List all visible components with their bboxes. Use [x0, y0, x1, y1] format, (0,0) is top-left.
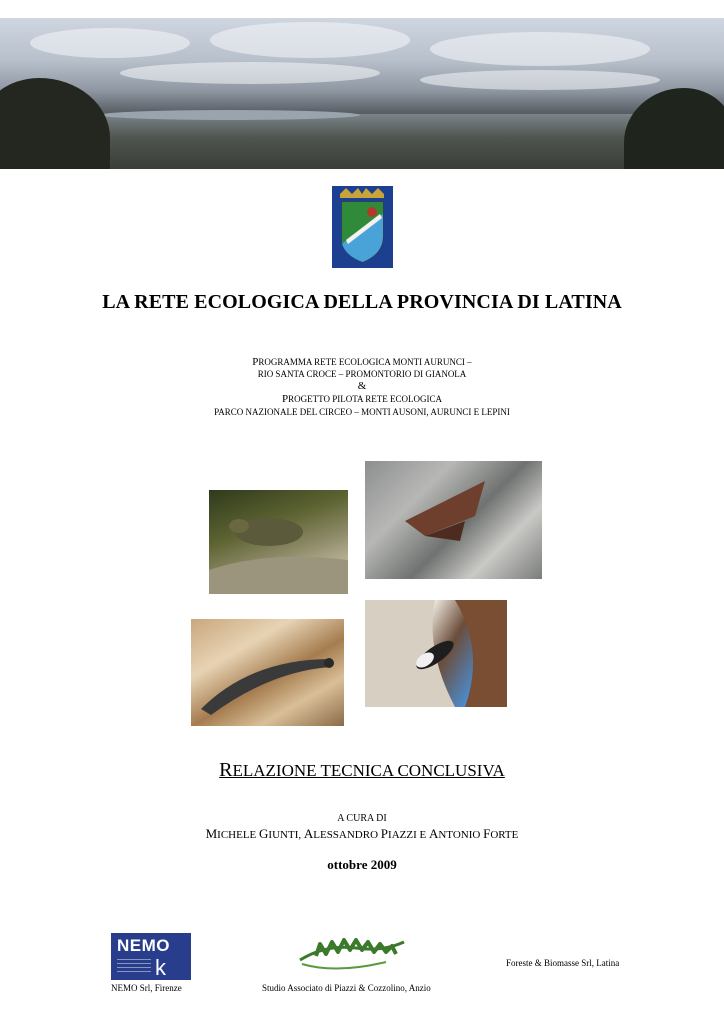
report-title: RELAZIONE TECNICA CONCLUSIVA — [219, 759, 505, 781]
subtitle-program-detail: RIO SANTA CROCE – PROMONTORIO DI GIANOLA — [257, 369, 467, 379]
foreste-caption: Foreste & Biomasse Srl, Latina — [506, 958, 620, 968]
page-title: LA RETE ECOLOGICA DELLA PROVINCIA DI LATINA — [102, 291, 622, 313]
subtitle-ampersand: & — [357, 380, 367, 392]
subtitle-project: PROGETTO PILOTA RETE ECOLOGICA — [282, 393, 442, 405]
panorama-banner-image — [0, 18, 724, 169]
moth-photo — [365, 461, 542, 579]
hoopoe-photo — [365, 600, 507, 707]
subtitle-project-detail: PARCO NAZIONALE DEL CIRCEO – MONTI AUSONI, AURUNCI E LEPINI — [214, 407, 510, 417]
nemo-caption: NEMO Srl, Firenze — [111, 983, 182, 993]
subtitle-program: PROGRAMMA RETE ECOLOGICA MONTI AURUNCI – — [252, 356, 472, 368]
curated-by-label: A CURA DI — [337, 813, 387, 824]
lizard-photo — [191, 619, 344, 726]
nemo-logo: NEMO k — [111, 933, 191, 980]
fern-leaf-logo-icon — [296, 934, 408, 974]
studio-caption: Studio Associato di Piazzi & Cozzolino, Anzio — [262, 983, 431, 993]
province-coat-of-arms-icon — [332, 186, 393, 268]
turtle-photo — [209, 490, 348, 594]
authors-line: MICHELE GIUNTI, ALESSANDRO PIAZZI E ANTONIO FORTE — [205, 826, 519, 841]
report-date: ottobre 2009 — [327, 857, 397, 872]
